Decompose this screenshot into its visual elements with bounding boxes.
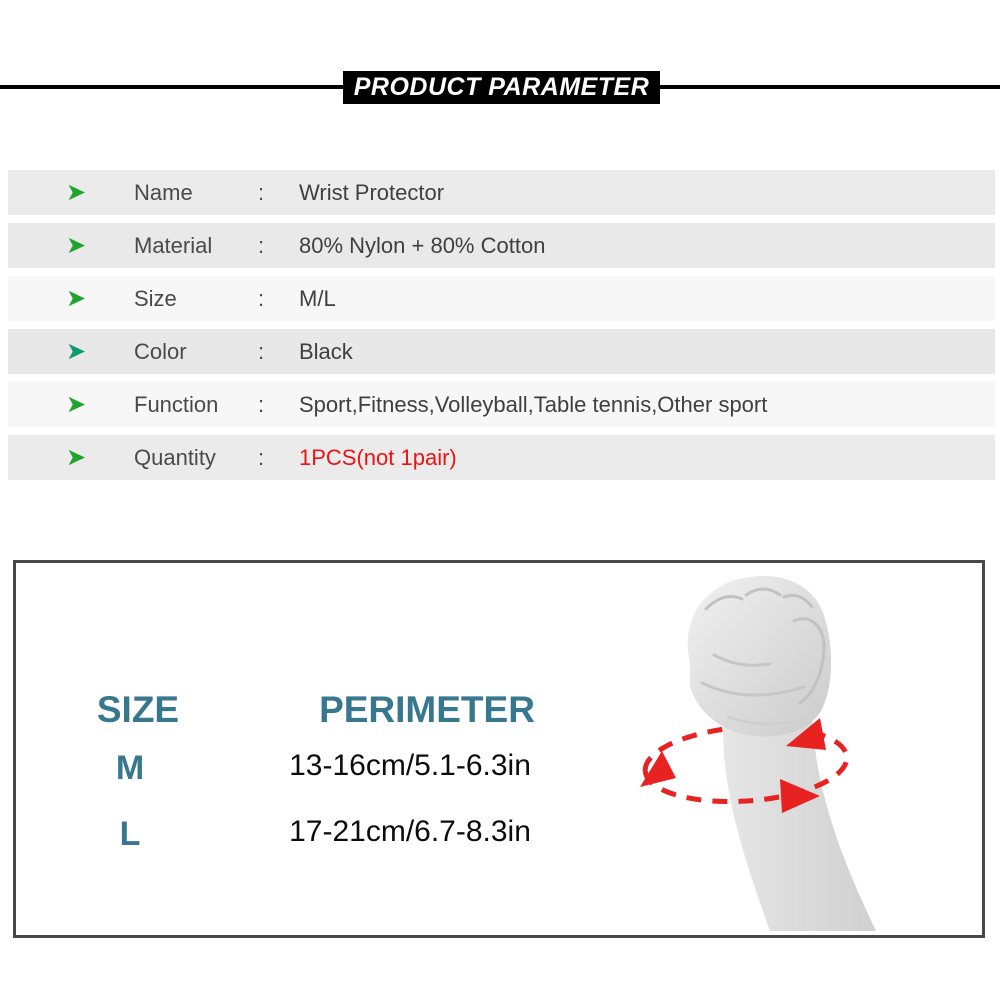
spec-row-size [8, 276, 995, 321]
spec-value: 80% Nylon + 80% Cotton [299, 232, 546, 258]
spec-value: Sport,Fitness,Volleyball,Table tennis,Other sport [299, 391, 768, 417]
spec-value: Black [299, 338, 353, 364]
spec-separator: : [258, 391, 265, 417]
spec-row-quantity [8, 435, 995, 480]
arrow-bullet-icon: ➤ [66, 179, 87, 206]
spec-value: 1PCS(not 1pair) [299, 444, 457, 470]
spec-row-name [8, 170, 995, 215]
size-chart-box [13, 560, 985, 938]
arrow-bullet-icon: ➤ [66, 391, 87, 418]
spec-separator: : [258, 285, 265, 311]
spec-label: Name [134, 179, 193, 205]
arrow-bullet-icon: ➤ [66, 338, 87, 365]
spec-label: Color [134, 338, 187, 364]
page-title: PRODUCT PARAMETER [343, 71, 660, 104]
spec-row-function [8, 382, 995, 427]
spec-label: Function [134, 391, 219, 417]
arrow-bullet-icon: ➤ [66, 285, 87, 312]
spec-separator: : [258, 232, 265, 258]
spec-label: Size [134, 285, 177, 311]
size-l-label: L [119, 815, 141, 853]
spec-separator: : [258, 179, 265, 205]
spec-label: Quantity [134, 444, 216, 470]
spec-row-color [8, 329, 995, 374]
spec-separator: : [258, 444, 265, 470]
size-column-header: SIZE [96, 689, 180, 730]
spec-separator: : [258, 338, 265, 364]
arrow-bullet-icon: ➤ [66, 444, 87, 471]
size-m-label: M [115, 749, 145, 787]
spec-value: M/L [299, 285, 336, 311]
perimeter-column-header: PERIMETER [319, 689, 535, 730]
spec-row-material [8, 223, 995, 268]
fist-shape [688, 576, 831, 737]
fist-rotation-illustration [618, 565, 978, 931]
spec-value: Wrist Protector [299, 179, 445, 205]
size-l-perimeter: 17-21cm/6.7-8.3in [289, 815, 531, 848]
arrow-bullet-icon: ➤ [66, 232, 87, 259]
spec-label: Material [134, 232, 213, 258]
size-m-perimeter: 13-16cm/5.1-6.3in [289, 749, 531, 782]
spec-table [8, 170, 995, 488]
